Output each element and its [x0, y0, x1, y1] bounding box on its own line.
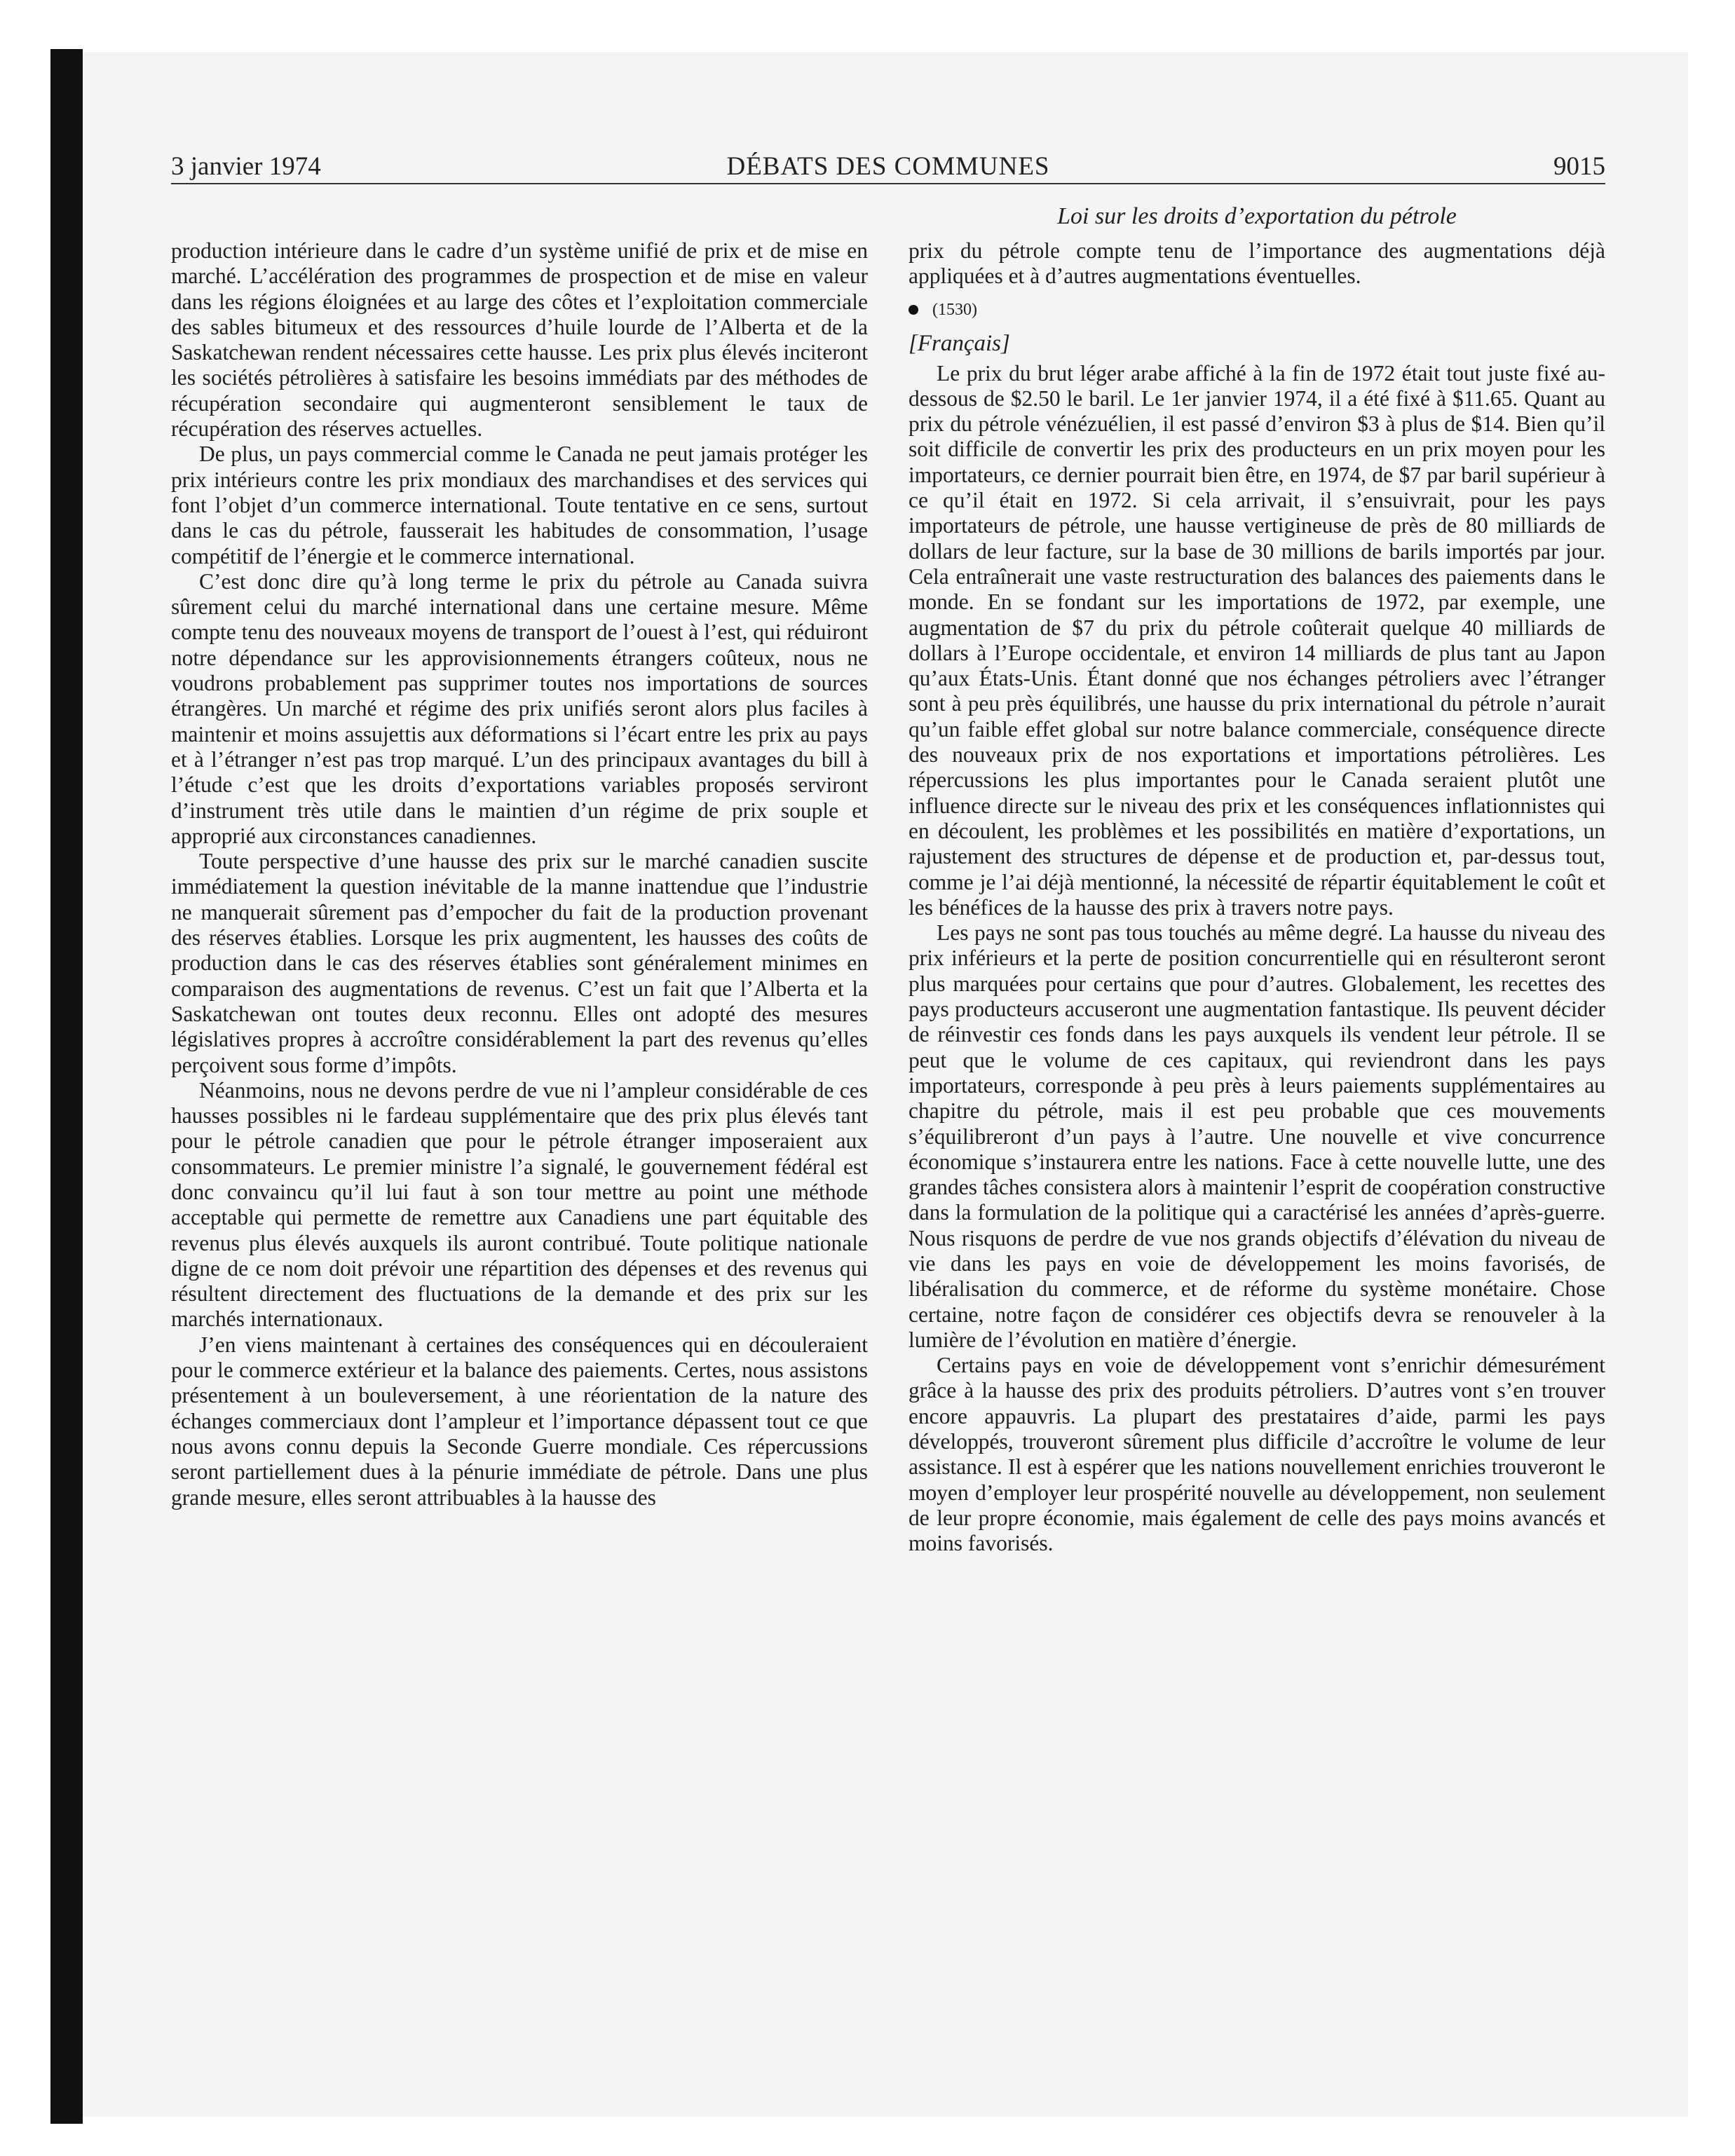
paragraph: De plus, un pays commercial comme le Canada ne peut jamais protéger les prix intérieurs contre les prix mondiaux des marchandises et des services qui font l’objet d’un commerce international. Toute tentative en ce sens, surtout dans le cas du pétrole, fausserait les habitudes de consommation, l’usage compétitif de l’énergie et le commerce international.: [171, 442, 868, 568]
page-number: 9015: [1553, 152, 1605, 181]
paragraph: Les pays ne sont pas tous touchés au même degré. La hausse du niveau des prix inférieurs et la perte de position concurrentielle qui en résulteront seront plus marquées pour certains que pour d’autres. Globalement, les recettes des pays producteurs accuseront une augmentation fantastique. Ils peuvent décider de réinvestir ces fonds dans les pays auxquels ils vendent leur pétrole. Il se peut que le volume de ces capitaux, qui reviendront dans les pays importateurs, corresponde à peu près à leurs paiements supplémentaires au chapitre du pétrole, mais il est peu probable que ces mouvements s’équilibreront d’un pays à l’autre. Une nouvelle et vive concurrence économique s’instaurera entre les nations. Face à cette nouvelle lutte, une des grandes tâches consistera alors à maintenir l’esprit de coopération constructive dans la formulation de la politique qui a caractérisé les années d’après-guerre. Nous risquons de perdre de vue nos grands objectifs d’élévation du niveau de vie dans les pays en voie de développement les moins favorisés, de libéralisation du commerce, et de réforme du système monétaire. Chose certaine, notre façon de considérer ces objectifs devra se renouveler à la lumière de l’évolution en matière d’énergie.: [909, 920, 1605, 1352]
paragraph: Certains pays en voie de développement vont s’enrichir démesurément grâce à la hausse des prix des produits pétroliers. D’autres vont s’en trouver encore appauvris. La plupart des prestataires d’aide, parmi les pays développés, trouveront sûrement plus difficile d’accroître le volume de leur assistance. Il est à espérer que les nations nouvellement enrichies trouveront le moyen d’employer leur prospérité nouvelle au développement, non seulement de leur propre économie, mais également de celle des pays moins avancés et moins favorisés.: [909, 1353, 1605, 1556]
scan-edge: [50, 49, 83, 2124]
section-subheading: Loi sur les droits d’exportation du pétrole: [1057, 203, 1457, 229]
paragraph: production intérieure dans le cadre d’un système unifié de prix et de mise en marché. L’accélération des programmes de prospection et de mise en valeur dans les régions éloignées et au large des côtes et l’exploitation commerciale des sables bitumeux et des ressources d’huile lourde de l’Alberta et de la Saskatchewan rendent nécessaires cette hausse. Les prix plus élevés inciteront les sociétés pétrolières à satisfaire les besoins immédiats par des méthodes de récupération secondaire qui augmenteront sensiblement le taux de récupération des réserves actuelles.: [171, 238, 868, 442]
paragraph: Toute perspective d’une hausse des prix sur le marché canadien suscite immédiatement la question inévitable de la manne inattendue que l’industrie ne manquerait sûrement pas d’empocher du fait de la production provenant des réserves établies. Lorsque les prix augmentent, les hausses des coûts de production dans le cas des réserves établies sont généralement minimes en comparaison des augmentations de revenus. C’est un fait que l’Alberta et la Saskatchewan ont toutes deux reconnu. Elles ont adopté des mesures législatives propres à accroître considérablement la part des revenus qu’elles perçoivent sous forme d’impôts.: [171, 849, 868, 1077]
paragraph: Néanmoins, nous ne devons perdre de vue ni l’ampleur considérable de ces hausses possibles ni le fardeau supplémentaire que des prix plus élevés tant pour le pétrole canadien que pour le pétrole étranger imposeraient aux consommateurs. Le premier ministre l’a signalé, le gouvernement fédéral est donc convaincu qu’il lui faut à son tour mettre au point une méthode acceptable qui permette de remettre aux Canadiens une part équitable des revenus plus élevés auxquels ils auront contribué. Toute politique nationale digne de ce nom doit prévoir une répartition des dépenses et des revenus qui résultent directement des fluctuations de la demande et des prix sur les marchés internationaux.: [171, 1077, 868, 1332]
header-title: DÉBATS DES COMMUNES: [726, 152, 1050, 181]
time-marker-label: (1530): [932, 300, 977, 319]
time-marker: [909, 299, 1605, 320]
paragraph: Le prix du brut léger arabe affiché à la fin de 1972 était tout juste fixé au-dessous de $2.50 le baril. Le 1er janvier 1974, il a été fixé à $11.65. Quant au prix du pétrole vénézuélien, il est passé d’environ $3 à plus de $14. Bien qu’il soit difficile de convertir les prix des producteurs en un prix moyen pour les importateurs, ce dernier pourrait bien être, en 1974, de $7 par baril supérieur à ce qu’il était en 1972. Si cela arrivait, il s’ensuivrait, pour les pays importateurs de pétrole, une hausse vertigineuse de près de 80 milliards de dollars de leur facture, sur la base de 30 millions de barils importés par jour. Cela entraînerait une vaste restructuration des balances des paiements dans le monde. En se fondant sur les importations de 1972, par exemple, une augmentation de $7 du prix du pétrole coûterait quelque 40 milliards de dollars à l’Europe occidentale, et environ 14 milliards de plus tant au Japon qu’aux États-Unis. Étant donné que nos échanges pétroliers avec l’étranger sont à peu près équilibrés, une hausse du prix international du pétrole n’aurait qu’un faible effet global sur notre balance commerciale, conséquence directe des nouveaux prix de nos exportations et importations pétrolières. Les répercussions les plus importantes pour le Canada seraient plutôt une influence directe sur le niveau des prix et les conséquences inflationnistes qui en découlent, les problèmes et les possibilités en matière d’exportations, un rajustement des structures de dépense et de production et, par-dessus tout, comme je l’ai déjà mentionné, la nécessité de répartir équitablement le coût et les bénéfices de la hausse des prix à travers notre pays.: [909, 360, 1605, 920]
paragraph: C’est donc dire qu’à long terme le prix du pétrole au Canada suivra sûrement celui du marché international dans une certaine mesure. Même compte tenu des nouveaux moyens de transport de l’ouest à l’est, qui réduiront notre dépendance sur les approvisionnements étrangers coûteux, nous ne voudrons probablement pas supprimer toutes nos importations de sources étrangères. Un marché et régime des prix unifiés seront alors plus faciles à maintenir et moins assujettis aux déformations si l’écart entre les prix au pays et à l’étranger n’est pas trop marqué. L’un des principaux avantages du bill à l’étude c’est que les droits d’exportations variables proposés serviront d’instrument très utile dans le maintien d’un régime de prix souple et approprié aux circonstances canadiennes.: [171, 568, 868, 848]
bullet-icon: [909, 305, 918, 315]
left-column: [171, 238, 868, 1510]
running-header: [171, 144, 1605, 185]
paragraph-continuation: prix du pétrole compte tenu de l’importance des augmentations déjà appliquées et à d’autres augmentations éventuelles.: [909, 238, 1605, 289]
header-date: 3 janvier 1974: [171, 152, 321, 181]
language-tag: [Français]: [909, 330, 1010, 356]
right-column: [909, 238, 1605, 1557]
header-rule: [171, 183, 1605, 184]
paragraph: J’en viens maintenant à certaines des conséquences qui en découleraient pour le commerce extérieur et la balance des paiements. Certes, nous assistons présentement à un bouleversement, à une réorientation de la nature des échanges commerciaux dont l’ampleur et l’importance dépassent tout ce que nous avons connu depuis la Seconde Guerre mondiale. Ces répercussions seront partiellement dues à la pénurie immédiate de pétrole. Dans une plus grande mesure, elles seront attribuables à la hausse des: [171, 1332, 868, 1510]
